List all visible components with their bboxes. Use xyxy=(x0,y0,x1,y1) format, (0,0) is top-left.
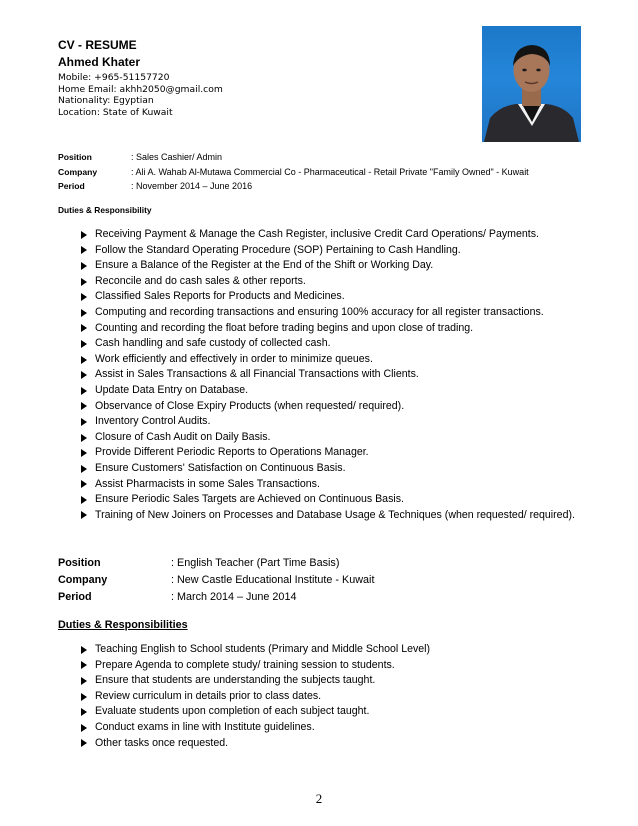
list-item xyxy=(81,399,575,415)
list-item xyxy=(81,383,575,399)
arrow-bullet-icon xyxy=(81,496,87,504)
list-item xyxy=(81,492,575,508)
list-item-text: Ensure Customers' Satisfaction on Continuous Basis. xyxy=(95,461,346,474)
list-item-text: Update Data Entry on Database. xyxy=(95,383,249,396)
list-item xyxy=(81,430,575,446)
nationality-line: Nationality: Egyptian xyxy=(58,95,154,107)
list-item-text: Prepare Agenda to complete study/ training session to students. xyxy=(95,658,395,671)
list-item xyxy=(81,508,575,524)
arrow-bullet-icon xyxy=(81,418,87,426)
list-item xyxy=(81,658,430,674)
list-item-text: Closure of Cash Audit on Daily Basis. xyxy=(95,430,271,443)
page-number: 2 xyxy=(315,791,323,806)
list-item-text: Ensure a Balance of the Register at the End of the Shift or Working Day. xyxy=(95,259,434,272)
list-item xyxy=(81,736,430,752)
list-item-text: Provide Different Periodic Reports to Operations Manager. xyxy=(95,446,369,459)
list-item-text: Training of New Joiners on Processes and Database Usage & Techniques (when requested/ required). xyxy=(95,508,575,521)
profile-photo-illustration xyxy=(482,26,581,142)
arrow-bullet-icon xyxy=(81,402,87,410)
job1-duties-heading: Duties & Responsibility xyxy=(58,205,152,215)
arrow-bullet-icon xyxy=(81,262,87,270)
list-item xyxy=(81,243,575,259)
job2-company-label: Company xyxy=(58,574,108,586)
list-item xyxy=(81,704,430,720)
list-item-text: Ensure Periodic Sales Targets are Achieved on Continuous Basis. xyxy=(95,493,404,506)
mobile-line: Mobile: +965-51157720 xyxy=(58,72,170,83)
job1-duties-list xyxy=(81,227,575,523)
arrow-bullet-icon xyxy=(81,387,87,395)
arrow-bullet-icon xyxy=(81,677,87,685)
arrow-bullet-icon xyxy=(81,246,87,254)
list-item xyxy=(81,289,575,305)
list-item xyxy=(81,414,575,430)
list-item-text: Receiving Payment & Manage the Cash Register, inclusive Credit Card Operations/ Payments. xyxy=(95,228,539,240)
list-item xyxy=(81,477,575,493)
arrow-bullet-icon xyxy=(81,356,87,364)
list-item-text: Reconcile and do cash sales & other reports. xyxy=(95,274,306,287)
cv-title: CV - RESUME xyxy=(58,38,137,52)
list-item-text: Classified Sales Reports for Products and Medicines. xyxy=(95,290,345,303)
arrow-bullet-icon xyxy=(81,324,87,332)
list-item-text: Follow the Standard Operating Procedure (SOP) Pertaining to Cash Handling. xyxy=(95,243,461,256)
job2-period-value: : March 2014 – June 2014 xyxy=(171,591,297,603)
location-line: Location: State of Kuwait xyxy=(58,106,173,118)
arrow-bullet-icon xyxy=(81,371,87,379)
list-item xyxy=(81,673,430,689)
arrow-bullet-icon xyxy=(81,278,87,286)
job1-position-label: Position xyxy=(58,152,92,162)
contact-block xyxy=(58,72,223,118)
list-item-text: Evaluate students upon completion of each subject taught. xyxy=(95,705,370,718)
arrow-bullet-icon xyxy=(81,293,87,301)
job1-period-label: Period xyxy=(58,181,85,191)
arrow-bullet-icon xyxy=(81,724,87,732)
list-item xyxy=(81,274,575,290)
job2-duties-heading: Duties & Responsibilities xyxy=(58,619,188,631)
list-item-text: Assist in Sales Transactions & all Financial Transactions with Clients. xyxy=(95,368,419,381)
arrow-bullet-icon xyxy=(81,511,87,519)
list-item xyxy=(81,461,575,477)
job1-position-value: : Sales Cashier/ Admin xyxy=(131,152,223,162)
list-item xyxy=(81,445,575,461)
arrow-bullet-icon xyxy=(81,739,87,747)
list-item-text: Assist Pharmacists in some Sales Transactions. xyxy=(95,477,320,490)
list-item-text: Observance of Close Expiry Products (when requested/ required). xyxy=(95,399,405,412)
list-item xyxy=(81,227,575,243)
job1-period-value: : November 2014 – June 2016 xyxy=(131,181,253,191)
arrow-bullet-icon xyxy=(81,465,87,473)
arrow-bullet-icon xyxy=(81,693,87,701)
list-item xyxy=(81,689,430,705)
applicant-name: Ahmed Khater xyxy=(58,55,141,69)
job1-company-label: Company xyxy=(58,167,98,177)
arrow-bullet-icon xyxy=(81,661,87,669)
job2-duties-list xyxy=(81,642,430,751)
list-item xyxy=(81,352,575,368)
list-item-text: Ensure that students are understanding the subjects taught. xyxy=(95,674,376,687)
arrow-bullet-icon xyxy=(81,708,87,716)
arrow-bullet-icon xyxy=(81,231,87,239)
arrow-bullet-icon xyxy=(81,434,87,442)
list-item-text: Counting and recording the float before trading begins and upon close of trading. xyxy=(95,321,474,334)
list-item xyxy=(81,720,430,736)
arrow-bullet-icon xyxy=(81,309,87,317)
job2-company-value: : New Castle Educational Institute - Kuwait xyxy=(171,574,375,586)
list-item-text: Teaching English to School students (Primary and Middle School Level) xyxy=(95,643,431,655)
arrow-bullet-icon xyxy=(81,340,87,348)
list-item-text: Work efficiently and effectively in order to minimize queues. xyxy=(95,352,373,365)
job2-period-label: Period xyxy=(58,591,92,603)
list-item-text: Inventory Control Audits. xyxy=(95,415,211,428)
list-item xyxy=(81,642,430,658)
arrow-bullet-icon xyxy=(81,480,87,488)
job1-company-value: : Ali A. Wahab Al-Mutawa Commercial Co - Pharmaceutical - Retail Private "Family Owned" - Kuwait xyxy=(131,167,529,177)
list-item xyxy=(81,258,575,274)
list-item-text: Review curriculum in details prior to class dates. xyxy=(95,689,322,702)
list-item xyxy=(81,336,575,352)
list-item xyxy=(81,305,575,321)
list-item-text: Computing and recording transactions and ensuring 100% accuracy for all register transactions. xyxy=(95,305,544,318)
job2-position-label: Position xyxy=(58,557,101,569)
list-item-text: Conduct exams in line with Institute guidelines. xyxy=(95,720,315,733)
list-item-text: Other tasks once requested. xyxy=(95,736,229,749)
list-item xyxy=(81,367,575,383)
profile-photo xyxy=(482,26,581,142)
arrow-bullet-icon xyxy=(81,646,87,654)
list-item xyxy=(81,321,575,337)
email-line: Home Email: akhh2050@gmail.com xyxy=(58,83,223,95)
job2-position-value: : English Teacher (Part Time Basis) xyxy=(171,557,340,569)
list-item-text: Cash handling and safe custody of collected cash. xyxy=(95,337,331,350)
arrow-bullet-icon xyxy=(81,449,87,457)
